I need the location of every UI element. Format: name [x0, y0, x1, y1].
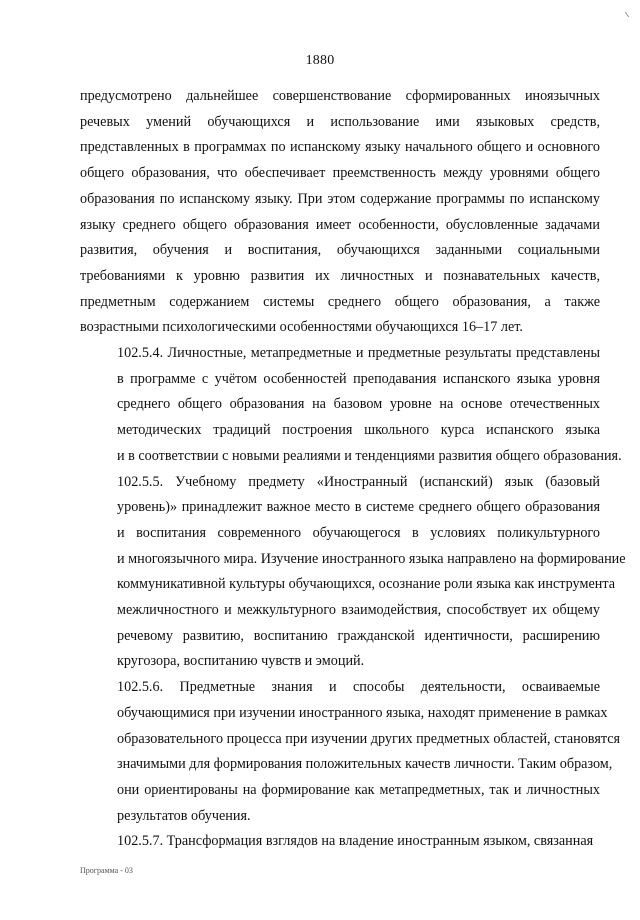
- text-line: предметным содержанием системы среднего общего образования, а также: [80, 293, 600, 310]
- text-line: образовательного процесса при изучении других предметных областей, становятся: [117, 730, 621, 747]
- text-line: 102.5.5. Учебному предмету «Иностранный (испанский) язык (базовый: [117, 473, 600, 490]
- text-line: развития, обучения и воспитания, обучающихся заданными социальными: [80, 242, 600, 259]
- text-line: и воспитания современного обучающегося в условиях поликультурного: [117, 524, 600, 541]
- text-line: речевых умений обучающихся и использование ими языковых средств,: [80, 113, 600, 130]
- text-line: образования по испанскому языку. При этом содержание программы по испанскому: [80, 190, 600, 207]
- text-line: общего образования, что обеспечивает преемственность между уровнями общего: [80, 165, 600, 182]
- text-line: обучающимися при изучении иностранного языка, находят применение в рамках: [117, 704, 608, 721]
- text-line: требованиями к уровню развития их личностных и познавательных качеств,: [80, 267, 600, 284]
- page-number: 1880: [305, 53, 335, 68]
- text-line: в программе с учётом особенностей преподавания испанского языка уровня: [117, 370, 600, 387]
- text-line: среднего общего образования на базовом уровне на основе отечественных: [117, 396, 600, 413]
- document-body: [80, 84, 626, 855]
- text-line: и многоязычного мира. Изучение иностранного языка направлено на формирование: [117, 550, 626, 567]
- text-line: результатов обучения.: [117, 807, 251, 824]
- text-line: 102.5.6. Предметные знания и способы деятельности, осваиваемые: [117, 679, 600, 696]
- text-line: речевому развитию, воспитанию гражданской идентичности, расширению: [117, 627, 600, 644]
- text-line: они ориентированы на формирование как метапредметных, так и личностных: [117, 781, 600, 798]
- paragraph: [80, 675, 621, 829]
- text-line: 102.5.4. Личностные, метапредметные и предметные результаты представлены: [117, 345, 600, 362]
- text-line: межличностного и межкультурного взаимодействия, способствует их общему: [117, 602, 600, 619]
- text-line: 102.5.7. Трансформация взглядов на владение иностранным языком, связанная: [117, 833, 594, 850]
- text-line: коммуникативной культуры обучающихся, осознание роли языка как инструмента: [117, 576, 616, 593]
- paragraph: [80, 470, 626, 676]
- page-footer: Программа - 03: [80, 866, 133, 875]
- scan-artifact-mark: [625, 12, 629, 17]
- text-line: методических традиций построения школьного курса испанского языка: [117, 422, 600, 439]
- paragraph: [80, 84, 600, 341]
- text-line: представленных в программах по испанскому языку начального общего и основного: [80, 139, 600, 156]
- text-line: значимыми для формирования положительных качеств личности. Таким образом,: [117, 756, 613, 773]
- paragraph: [80, 829, 600, 855]
- text-line: кругозора, воспитанию чувств и эмоций.: [117, 653, 365, 670]
- text-line: языку среднего общего образования имеет особенности, обусловленные задачами: [80, 216, 600, 233]
- text-line: уровень)» принадлежит важное место в системе среднего общего образования: [117, 499, 600, 516]
- text-line: и в соответствии с новыми реалиями и тенденциями развития общего образования.: [117, 447, 622, 464]
- paragraph: [80, 341, 622, 470]
- text-line: предусмотрено дальнейшее совершенствование сформированных иноязычных: [80, 88, 600, 104]
- text-line: возрастными психологическими особенностями обучающихся 16–17 лет.: [80, 319, 523, 336]
